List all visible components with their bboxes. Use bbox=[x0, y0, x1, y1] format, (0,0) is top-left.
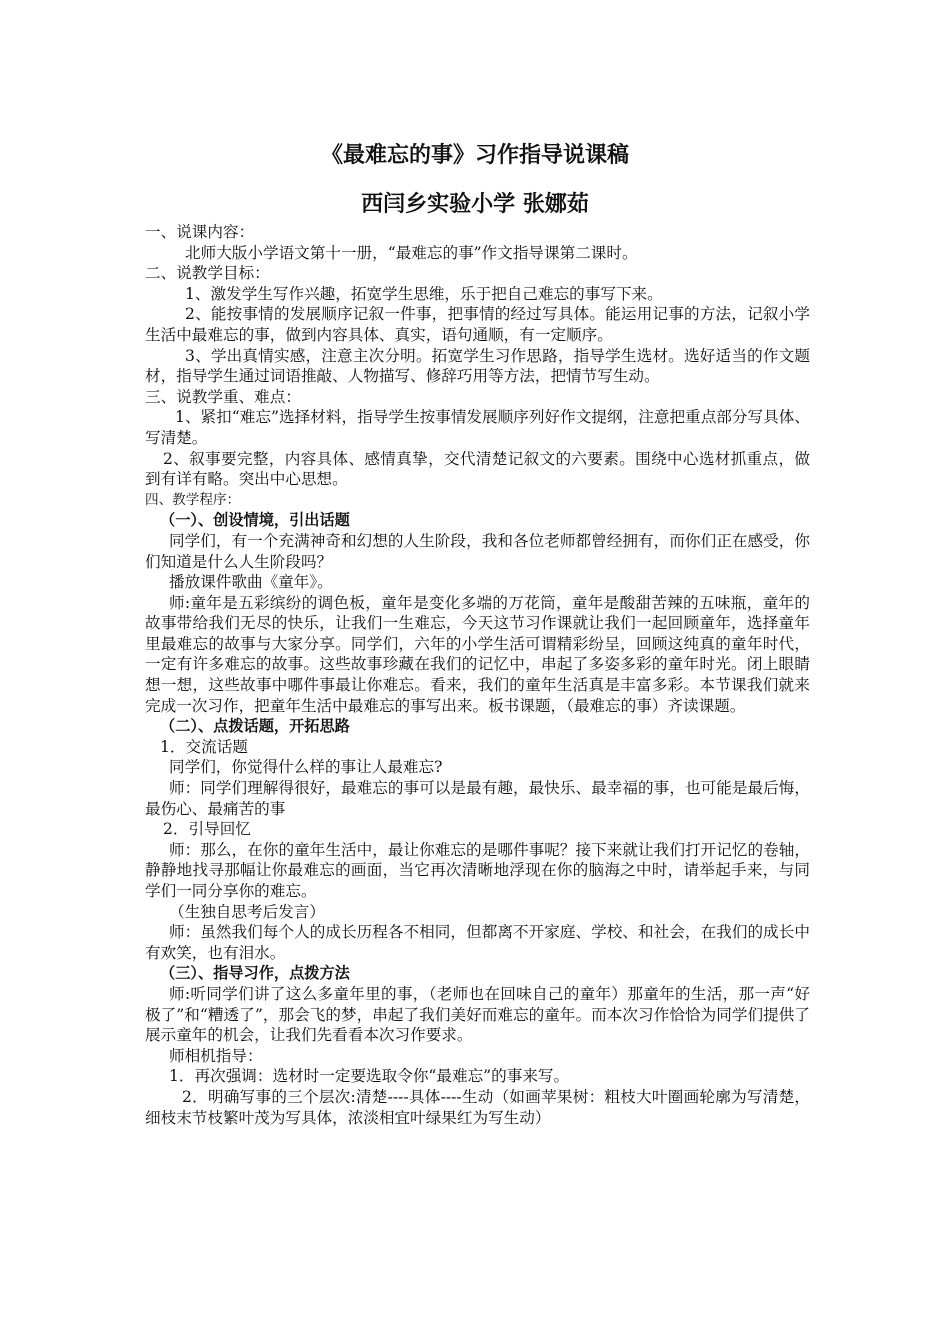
subheading-3: （三）、指导习作，点拨方法 bbox=[160, 964, 350, 983]
paragraph: 播放课件歌曲《童年》。 bbox=[169, 573, 333, 592]
paragraph: 1、紧扣“难忘”选择材料，指导学生按事情发展顺序列好作文提纲，注意把重点部分写具体、写清楚。 bbox=[145, 408, 810, 447]
paragraph: 1、激发学生写作兴趣，拓宽学生思维，乐于把自己难忘的事写下来。 bbox=[185, 284, 663, 303]
paragraph: 1．再次强调：选材时一定要选取令你“最难忘”的事来写。 bbox=[169, 1067, 570, 1086]
paragraph: 师相机指导： bbox=[169, 1046, 263, 1065]
paragraph: 2、能按事情的发展顺序记叙一件事，把事情的经过写具体。能运用记事的方法，记叙小学生活中最难忘的事，做到内容具体、真实，语句通顺，有一定顺序。 bbox=[145, 305, 810, 344]
document-title: 《最难忘的事》习作指导说课稿 bbox=[320, 143, 629, 168]
paragraph: 1．交流话题 bbox=[160, 737, 248, 756]
paragraph: 同学们，你觉得什么样的事让人最难忘? bbox=[169, 758, 443, 777]
section-heading-key-points: 三、说教学重、难点： bbox=[145, 387, 301, 406]
document-author: 西闫乡实验小学 张娜茹 bbox=[361, 192, 589, 217]
paragraph: 师：同学们理解得很好，最难忘的事可以是最有趣，最快乐、最幸福的事，也可能是最后悔，最伤心、最痛苦的事 bbox=[145, 779, 810, 818]
paragraph: 2．引导回忆 bbox=[163, 820, 251, 839]
section-heading-procedure: 四、教学程序： bbox=[145, 491, 241, 508]
section-heading-goals: 二、说教学目标： bbox=[145, 264, 270, 283]
paragraph: （生独自思考后发言） bbox=[169, 902, 325, 921]
document-body bbox=[145, 222, 810, 1128]
paragraph: 师:童年是五彩缤纷的调色板，童年是变化多端的万花筒，童年是酸甜苦辣的五味瓶，童年的故事带给我们无尽的快乐，让我们一生难忘，今天这节习作课就让我们一起回顾童年，选择童年里最难忘的故事与大家分享。同学们，六年的小学生活可谓精彩纷呈，回顾这纯真的童年时代，一定有许多难忘的故事。这些故事珍藏在我们的记忆中，串起了多姿多彩的童年时光。闭上眼睛想一想，这些故事中哪件事最让你难忘。看来，我们的童年生活真是丰富多彩。本节课我们就来完成一次习作，把童年生活中最难忘的事写出来。板书课题，（最难忘的事）齐读课题。 bbox=[145, 593, 810, 715]
paragraph: 2．明确写事的三个层次:清楚----具体----生动（如画苹果树：粗枝大叶圈画轮廓为写清楚，细枝末节枝繁叶茂为写具体，浓淡相宜叶绿果红为写生动） bbox=[145, 1087, 810, 1127]
subheading-2: （二）、点拨话题，开拓思路 bbox=[160, 717, 350, 736]
paragraph: 3、学出真情实感，注意主次分明。拓宽学生习作思路，指导学生选材。选好适当的作文题材，指导学生通过词语推敲、人物描写、修辞巧用等方法，把情节写生动。 bbox=[145, 346, 810, 386]
paragraph: 师：那么，在你的童年生活中，最让你难忘的是哪件事呢？接下来就让我们打开记忆的卷轴，静静地找寻那幅让你最难忘的画面，当它再次清晰地浮现在你的脑海之中时，请举起手来，与同学们一同分享你的难忘。 bbox=[145, 840, 810, 900]
paragraph: 2、叙事要完整，内容具体、感情真挚，交代清楚记叙文的六要素。围绕中心选材抓重点，做到有详有略。突出中心思想。 bbox=[145, 449, 810, 489]
paragraph: 同学们，有一个充满神奇和幻想的人生阶段，我和各位老师都曾经拥有，而你们正在感受，你们知道是什么人生阶段吗？ bbox=[145, 531, 810, 571]
section-heading-content: 一、说课内容： bbox=[145, 223, 255, 241]
paragraph: 师：虽然我们每个人的成长历程各不相同，但都离不开家庭、学校、和社会，在我们的成长中有欢笑，也有泪水。 bbox=[145, 923, 810, 962]
paragraph: 北师大版小学语文第十一册，“最难忘的事”作文指导课第二课时。 bbox=[185, 243, 638, 262]
paragraph: 师:听同学们讲了这么多童年里的事，（老师也在回味自己的童年）那童年的生活，那一声“好极了”和“糟透了”，那会飞的梦，串起了我们美好而难忘的童年。而本次习作恰恰为同学们提供了展示童年的机会，让我们先看看本次习作要求。 bbox=[145, 984, 810, 1045]
subheading-1: （一）、创设情境，引出话题 bbox=[160, 511, 350, 530]
